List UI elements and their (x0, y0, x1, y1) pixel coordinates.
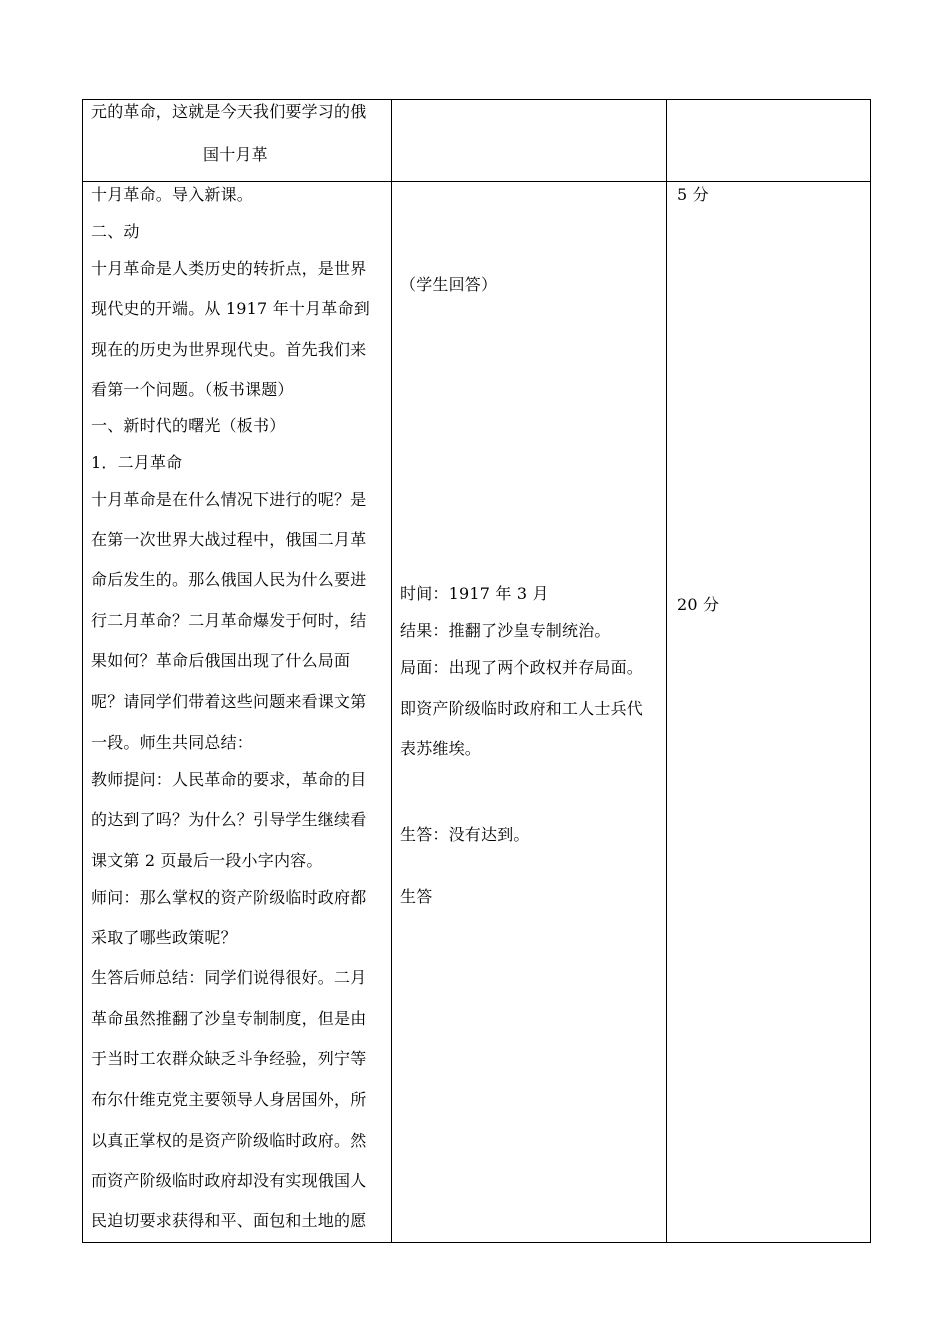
text-line: 命后发生的。那么俄国人民为什么要进 (91, 570, 367, 589)
text-line: 十月革命是人类历史的转折点，是世界 (91, 259, 367, 278)
text-line: 采取了哪些政策呢？ (91, 928, 237, 947)
text-line: 教师提问：人民革命的要求，革命的目 (91, 770, 367, 789)
text-line: 在第一次世界大战过程中，俄国二月革 (91, 530, 367, 549)
table-row (83, 100, 871, 182)
student-activity-cell (392, 100, 667, 182)
text-line: 以真正掌权的是资产阶级临时政府。然 (91, 1131, 367, 1150)
text-line: 1．二月革命 (91, 453, 183, 472)
text-line: 十月革命是在什么情况下进行的呢？是 (91, 490, 367, 509)
teaching-content-cell (83, 182, 392, 1243)
text-line: 行二月革命？二月革命爆发于何时，结 (91, 611, 367, 630)
time-cell (667, 182, 871, 1243)
text-line: 现在的历史为世界现代史。首先我们来 (91, 340, 367, 359)
lesson-plan-table (82, 99, 871, 1243)
text-line: 国十月革 (203, 145, 268, 164)
text-line: 生答：没有达到。 (400, 825, 530, 844)
text-line: 一段。师生共同总结： (91, 733, 254, 752)
text-line: 十月革命。导入新课。 (91, 185, 254, 204)
text-line: 于当时工农群众缺乏斗争经验，列宁等 (91, 1049, 367, 1068)
text-line: 结果：推翻了沙皇专制统治。 (400, 621, 611, 640)
text-line: 呢？请同学们带着这些问题来看课文第 (91, 692, 367, 711)
text-line: 生答后师总结：同学们说得很好。二月 (91, 968, 367, 987)
text-line: 布尔什维克党主要领导人身居国外，所 (91, 1090, 367, 1109)
text-line: 革命虽然推翻了沙皇专制制度，但是由 (91, 1009, 367, 1028)
time-cell (667, 100, 871, 182)
student-activity-cell (392, 182, 667, 1243)
time-value: 20 分 (677, 595, 720, 614)
text-line: 而资产阶级临时政府却没有实现俄国人 (91, 1171, 367, 1190)
text-line: 果如何？革命后俄国出现了什么局面 (91, 651, 351, 670)
text-line: 看第一个问题。（板书课题） (91, 380, 294, 399)
text-line: 生答 (400, 887, 433, 906)
text-line: 民迫切要求获得和平、面包和土地的愿 (91, 1211, 367, 1230)
text-line: 局面：出现了两个政权并存局面。 (400, 658, 644, 677)
teaching-content-cell (83, 100, 392, 182)
text-line: 表苏维埃。 (400, 739, 482, 758)
text-line: 课文第 2 页最后一段小字内容。 (91, 851, 323, 870)
text-line: 时间：1917 年 3 月 (400, 584, 549, 603)
text-line: 现代史的开端。从 1917 年十月革命到 (91, 299, 370, 318)
text-line: 元的革命，这就是今天我们要学习的俄 (91, 102, 367, 121)
table-row (83, 182, 871, 1243)
text-line: （学生回答） (400, 275, 498, 294)
text-line: 一、新时代的曙光（板书） (91, 416, 286, 435)
text-line: 师问：那么掌权的资产阶级临时政府都 (91, 888, 367, 907)
text-line: 的达到了吗？为什么？引导学生继续看 (91, 810, 367, 829)
time-value: 5 分 (677, 185, 709, 204)
text-line: 即资产阶级临时政府和工人士兵代 (400, 699, 644, 718)
text-line: 二、动 (91, 222, 140, 241)
